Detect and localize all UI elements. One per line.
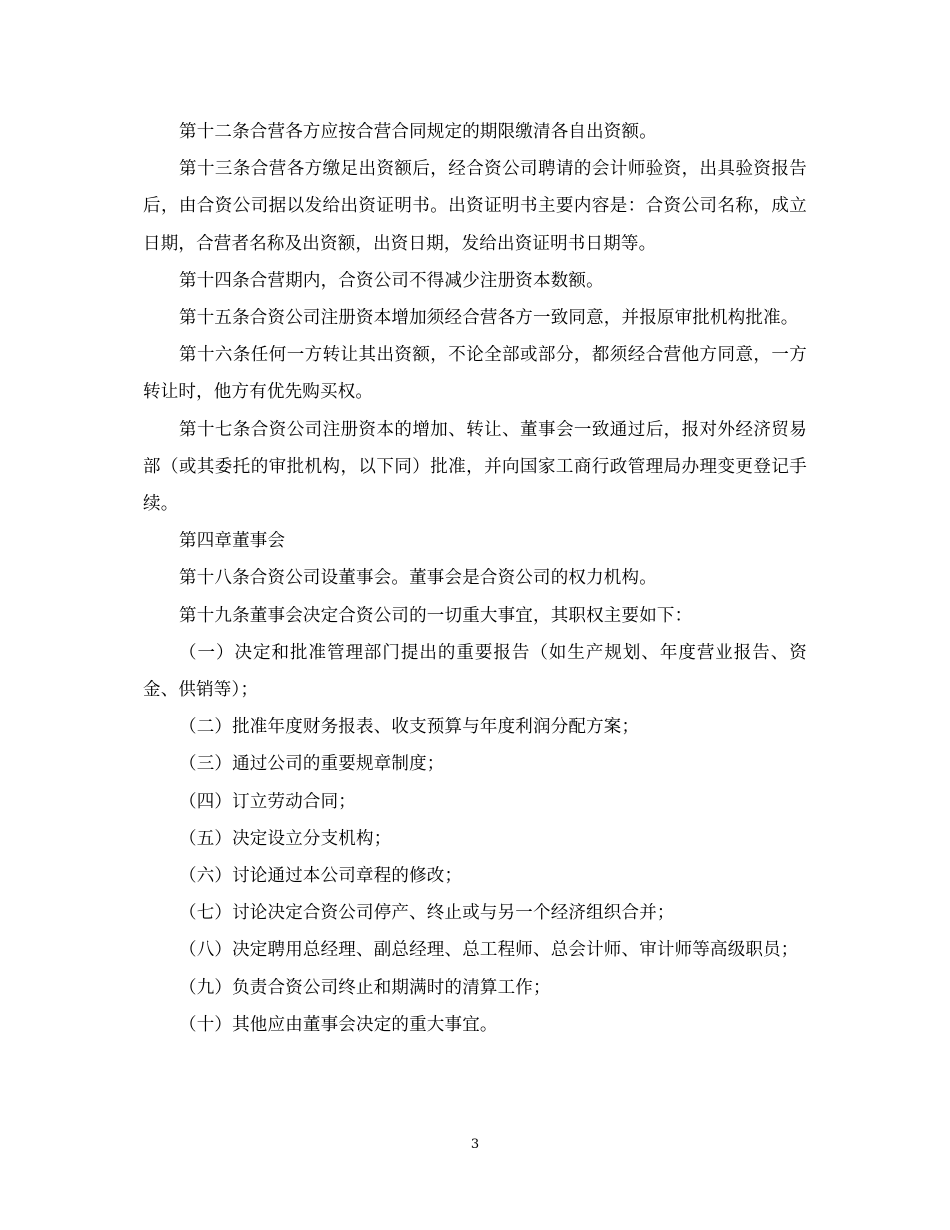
list-item-1: （一）决定和批准管理部门提出的重要报告（如生产规划、年度营业报告、资金、供销等）； — [143, 642, 807, 701]
article-19-paragraph: 第十九条董事会决定合资公司的一切重大事宜，其职权主要如下： — [179, 605, 693, 626]
document-body — [143, 114, 807, 1044]
list-item-3: （三）通过公司的重要规章制度； — [179, 754, 445, 775]
list-item-7: （七）讨论决定合资公司停产、终止或与另一个经济组织合并； — [179, 903, 675, 924]
article-15-paragraph: 第十五条合资公司注册资本增加须经合营各方一致同意，并报原审批机构批准。 — [179, 308, 799, 329]
list-item-5: （五）决定设立分支机构； — [179, 828, 392, 849]
chapter-4-heading: 第四章董事会 — [179, 531, 286, 552]
page-number: 3 — [470, 1137, 480, 1152]
list-item-2: （二）批准年度财务报表、收支预算与年度利润分配方案； — [179, 717, 640, 738]
article-14-paragraph: 第十四条合营期内，合资公司不得减少注册资本数额。 — [179, 270, 604, 291]
list-item-4: （四）订立劳动合同； — [179, 791, 356, 812]
article-13-paragraph: 第十三条合营各方缴足出资额后，经合资公司聘请的会计师验资，出具验资报告后，由合资公司据以发给出资证明书。出资证明书主要内容是：合资公司名称，成立日期，合营者名称及出资额，出资日期，发给出资证明书日期等。 — [143, 159, 807, 254]
article-16-paragraph: 第十六条任何一方转让其出资额，不论全部或部分，都须经合营他方同意，一方转让时，他方有优先购买权。 — [143, 345, 807, 403]
list-item-8: （八）决定聘用总经理、副总经理、总工程师、总会计师、审计师等高级职员； — [179, 940, 799, 961]
list-item-10: （十）其他应由董事会决定的重大事宜。 — [179, 1014, 498, 1035]
article-18-paragraph: 第十八条合资公司设董事会。董事会是合资公司的权力机构。 — [179, 568, 657, 589]
list-item-6: （六）讨论通过本公司章程的修改； — [179, 866, 463, 887]
article-17-paragraph: 第十七条合资公司注册资本的增加、转让、董事会一致通过后，报对外经济贸易部（或其委托的审批机构，以下同）批准，并向国家工商行政管理局办理变更登记手续。 — [143, 419, 807, 515]
list-item-9: （九）负责合资公司终止和期满时的清算工作； — [179, 977, 551, 998]
article-12-paragraph: 第十二条合营各方应按合营合同规定的期限缴清各自出资额。 — [179, 122, 657, 142]
